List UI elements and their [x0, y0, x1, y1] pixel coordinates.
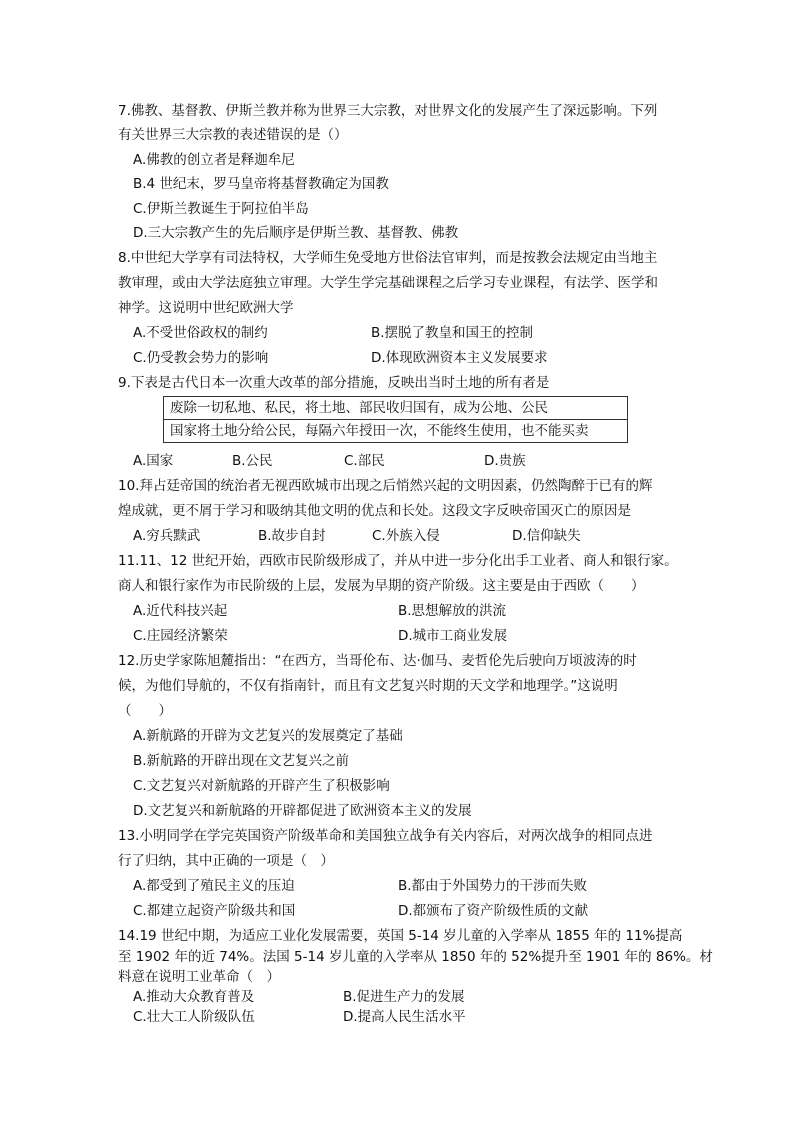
- q7-option-c: C.伊斯兰教诞生于阿拉伯半岛: [133, 201, 309, 217]
- q8-option-c: C.仍受教会势力的影响: [133, 350, 269, 366]
- q12-option-c: C.文艺复兴对新航路的开辟产生了积极影响: [133, 778, 390, 794]
- table-row: [164, 420, 628, 443]
- q14-option-a: A.推动大众教育普及: [133, 989, 255, 1005]
- q10-option-a: A.穷兵黩武: [133, 528, 201, 544]
- q8-stem-line-2: 教审理，或由大学法庭独立审理。大学生学完基础课程之后学习专业课程，有法学、医学和: [118, 275, 658, 291]
- q14-option-b: B.促进生产力的发展: [343, 989, 465, 1005]
- q12-stem-line-3: （ ）: [118, 703, 172, 719]
- q12-option-d: D.文艺复兴和新航路的开辟都促进了欧洲资本主义的发展: [133, 803, 472, 819]
- q10-option-d: D.信仰缺失: [512, 528, 581, 544]
- table-row: [164, 397, 628, 420]
- q13-option-b: B.都由于外国势力的干涉而失败: [398, 878, 588, 894]
- q8-stem-line-3: 神学。这说明中世纪欧洲大学: [118, 300, 294, 316]
- q12-option-b: B.新航路的开辟出现在文艺复兴之前: [133, 753, 350, 769]
- q7-stem-line-2: 有关世界三大宗教的表述错误的是（）: [118, 127, 348, 143]
- q8-stem-line-1: 8.中世纪大学享有司法特权，大学师生免受地方世俗法官审判，而是按教会法规定由当地主: [118, 250, 658, 266]
- q12-stem-line-1: 12.历史学家陈旭麓指出：“在西方，当哥伦布、达·伽马、麦哲伦先后驶向万顷波涛的时: [118, 653, 637, 669]
- q7-stem-line-1: 7.佛教、基督教、伊斯兰教并称为世界三大宗教，对世界文化的发展产生了深远影响。下列: [118, 103, 658, 119]
- q10-stem-line-1: 10.拜占廷帝国的统治者无视西欧城市出现之后悄然兴起的文明因素，仍然陶醉于已有的辉: [118, 478, 653, 494]
- q11-option-d: D.城市工商业发展: [398, 628, 508, 644]
- q7-option-b: B.4 世纪末，罗马皇帝将基督教确定为国教: [133, 176, 389, 192]
- q13-option-d: D.都颁布了资产阶级性质的文献: [398, 903, 589, 919]
- q9-option-a: A.国家: [133, 453, 174, 469]
- q9-measures-table: [163, 396, 628, 443]
- q12-option-a: A.新航路的开辟为文艺复兴的发展奠定了基础: [133, 728, 403, 744]
- q13-option-c: C.都建立起资产阶级共和国: [133, 903, 296, 919]
- q9-table-cell-2: 国家将土地分给公民，每隔六年授田一次，不能终生使用，也不能买卖: [164, 420, 628, 443]
- q12-stem-line-2: 候，为他们导航的，不仅有指南针，而且有文艺复兴时期的天文学和地理学。”这说明: [118, 678, 618, 694]
- q14-stem-line-3: 料意在说明工业革命（ ）: [118, 969, 280, 985]
- q11-option-b: B.思想解放的洪流: [398, 603, 507, 619]
- q10-stem-line-2: 煌成就，更不屑于学习和吸纳其他文明的优点和长处。这段文字反映帝国灭亡的原因是: [118, 503, 631, 519]
- q7-option-a: A.佛教的创立者是释迦牟尼: [133, 152, 295, 168]
- q9-option-b: B.公民: [232, 453, 273, 469]
- q9-table-cell-1: 废除一切私地、私民，将土地、部民收归国有，成为公地、公民: [164, 397, 628, 420]
- q13-option-a: A.都受到了殖民主义的压迫: [133, 878, 295, 894]
- q14-option-c: C.壮大工人阶级队伍: [133, 1009, 255, 1025]
- q14-stem-line-1: 14.19 世纪中期，为适应工业化发展需要，英国 5-14 岁儿童的入学率从 1855 年的 11%提高: [118, 928, 683, 944]
- q9-option-c: C.部民: [344, 453, 385, 469]
- q11-stem-line-2: 商人和银行家作为市民阶级的上层，发展为早期的资产阶级。这主要是由于西欧（ ）: [118, 578, 645, 594]
- q9-stem-line-1: 9.下表是古代日本一次重大改革的部分措施，反映出当时土地的所有者是: [118, 375, 550, 391]
- q10-option-c: C.外族入侵: [372, 528, 440, 544]
- q9-option-d: D.贵族: [484, 453, 526, 469]
- q7-option-d: D.三大宗教产生的先后顺序是伊斯兰教、基督教、佛教: [133, 225, 459, 241]
- q10-option-b: B.故步自封: [258, 528, 326, 544]
- q11-option-a: A.近代科技兴起: [133, 603, 228, 619]
- q14-stem-line-2: 至 1902 年的近 74%。法国 5-14 岁儿童的入学率从 1850 年的 52%提升至 1901 年的 86%。材: [118, 949, 713, 965]
- q8-option-d: D.体现欧洲资本主义发展要求: [371, 350, 548, 366]
- q11-option-c: C.庄园经济繁荣: [133, 628, 228, 644]
- q11-stem-line-1: 11.11、12 世纪开始，西欧市民阶级形成了，并从中进一步分化出手工业者、商人和银行家。: [118, 553, 678, 569]
- q8-option-b: B.摆脱了教皇和国王的控制: [371, 325, 534, 341]
- q14-option-d: D.提高人民生活水平: [343, 1009, 466, 1025]
- q13-stem-line-1: 13.小明同学在学完英国资产阶级革命和美国独立战争有关内容后，对两次战争的相同点进: [118, 828, 653, 844]
- q13-stem-line-2: 行了归纳，其中正确的一项是（ ）: [118, 853, 334, 869]
- q8-option-a: A.不受世俗政权的制约: [133, 325, 268, 341]
